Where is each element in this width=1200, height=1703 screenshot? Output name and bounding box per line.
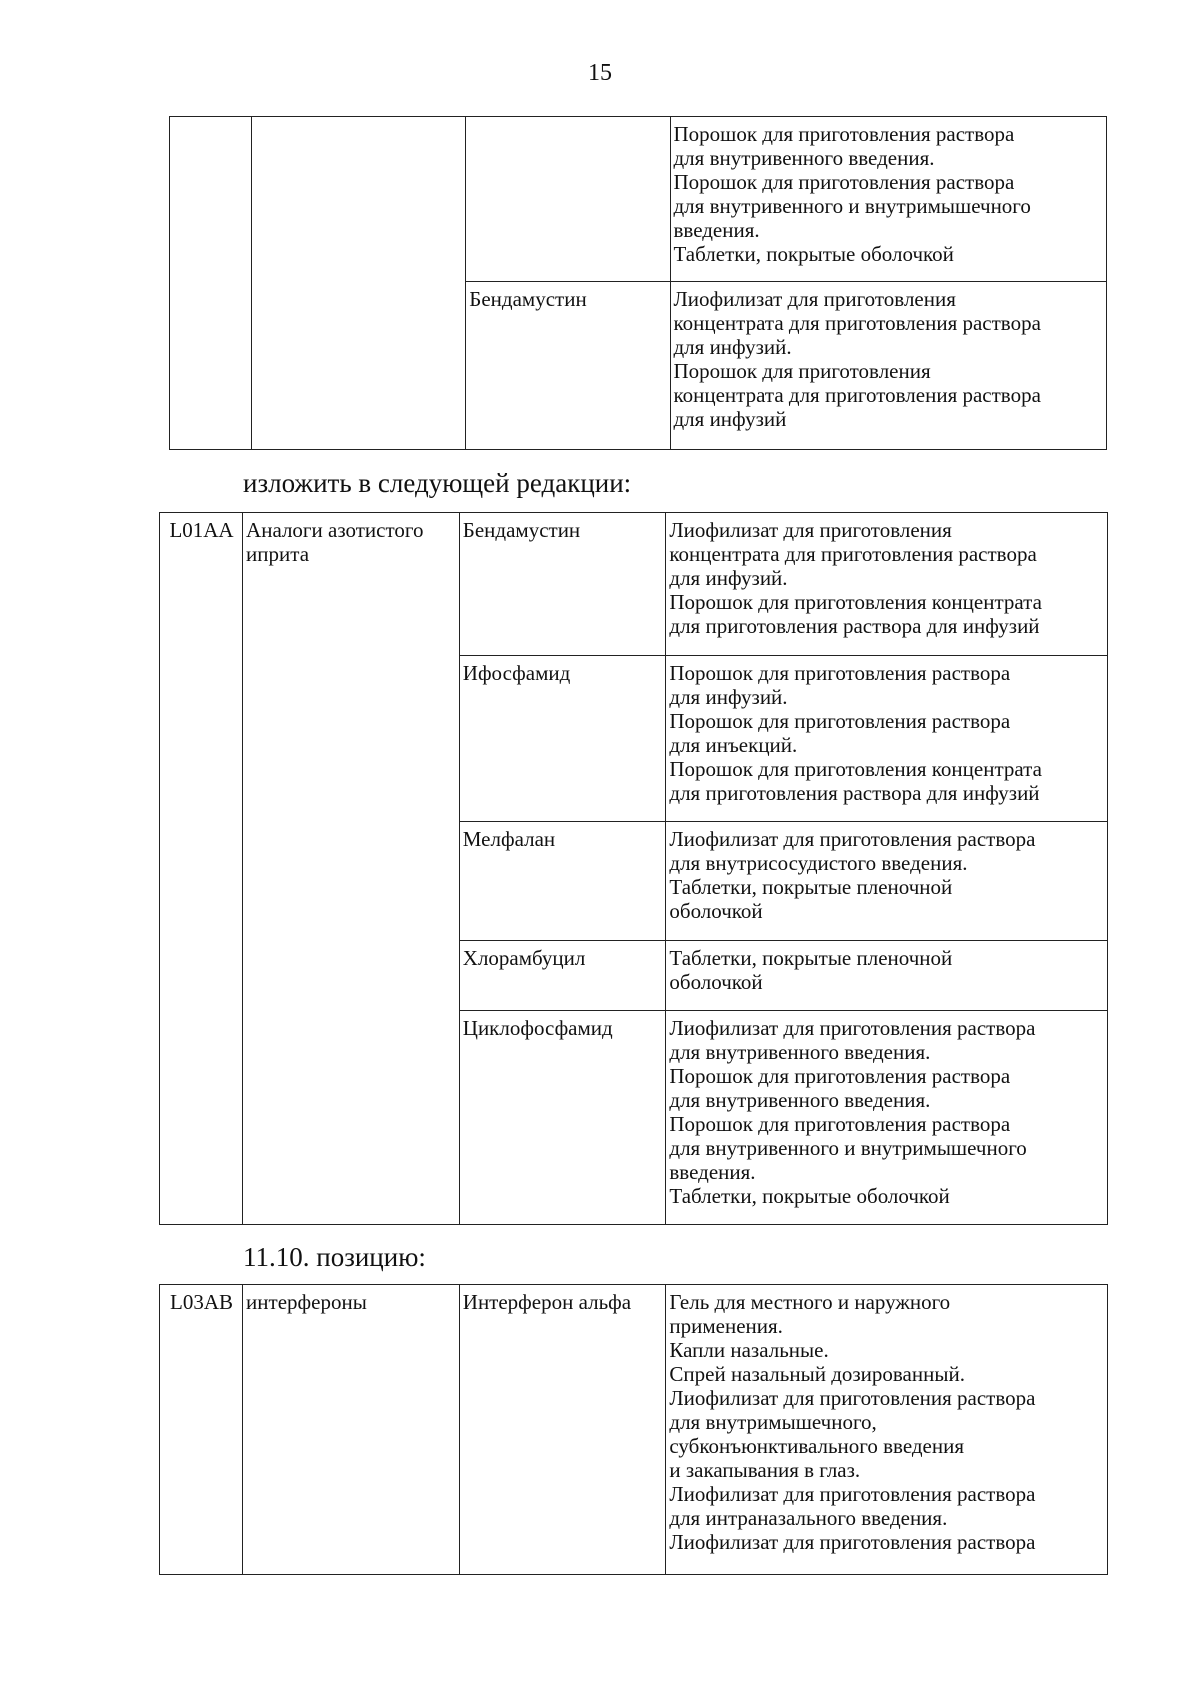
- form-line: Порошок для приготовления: [673, 359, 931, 383]
- inn-cell: [466, 117, 670, 282]
- form-line: Таблетки, покрытые оболочкой: [673, 242, 954, 266]
- form-line: для интраназального введения.: [669, 1506, 948, 1530]
- form-line: для внутривенного введения.: [669, 1040, 931, 1064]
- dosage-form-cell: [666, 1285, 1108, 1575]
- form-line: Таблетки, покрытые пленочной: [669, 946, 953, 970]
- form-line: для приготовления раствора для инфузий: [669, 614, 1040, 638]
- inn-cell: Бендамустин: [459, 513, 666, 656]
- form-line: для внутривенного введения.: [669, 1088, 931, 1112]
- table-row: [170, 117, 1107, 282]
- form-line: для инфузий: [673, 407, 787, 431]
- form-line: Порошок для приготовления раствора: [669, 1064, 1011, 1088]
- form-line: концентрата для приготовления раствора: [669, 542, 1037, 566]
- inn-cell: Мелфалан: [459, 822, 666, 941]
- group-cell: [252, 117, 466, 450]
- form-line: Спрей назальный дозированный.: [669, 1362, 965, 1386]
- form-line: для инфузий.: [669, 566, 788, 590]
- dosage-form-cell: [666, 656, 1108, 822]
- form-line: Лиофилизат для приготовления: [669, 518, 952, 542]
- form-line: Лиофилизат для приготовления раствора: [669, 1530, 1036, 1554]
- form-line: Гель для местного и наружного: [669, 1290, 951, 1314]
- inn-cell: Интерферон альфа: [459, 1285, 666, 1575]
- inn-cell: Ифосфамид: [459, 656, 666, 822]
- drug-table-new: [159, 512, 1108, 1225]
- form-line: Лиофилизат для приготовления: [673, 287, 956, 311]
- form-line: оболочкой: [669, 970, 763, 994]
- page-number: 15: [588, 60, 612, 86]
- form-line: для инфузий.: [673, 335, 792, 359]
- form-line: для внутрисосудистого введения.: [669, 851, 968, 875]
- dosage-form-cell: [666, 1011, 1108, 1225]
- atc-code-cell: [170, 117, 252, 450]
- form-line: для приготовления раствора для инфузий: [669, 781, 1040, 805]
- form-line: Лиофилизат для приготовления раствора: [669, 1386, 1036, 1410]
- form-line: Порошок для приготовления раствора: [673, 122, 1015, 146]
- atc-code-cell: L01AA: [160, 513, 243, 1225]
- form-line: введения.: [669, 1160, 756, 1184]
- form-line: введения.: [673, 218, 760, 242]
- instruction-text: изложить в следующей редакции:: [243, 468, 632, 498]
- form-line: Порошок для приготовления раствора: [673, 170, 1015, 194]
- group-cell: [243, 513, 460, 1225]
- dosage-form-cell: [670, 117, 1107, 282]
- group-line: иприта: [246, 542, 310, 566]
- form-line: применения.: [669, 1314, 783, 1338]
- form-line: Лиофилизат для приготовления раствора: [669, 827, 1036, 851]
- inn-cell: Циклофосфамид: [459, 1011, 666, 1225]
- form-line: Порошок для приготовления концентрата: [669, 757, 1042, 781]
- form-line: Порошок для приготовления раствора: [669, 1112, 1011, 1136]
- atc-code-cell: L03AB: [160, 1285, 243, 1575]
- form-line: для инфузий.: [669, 685, 788, 709]
- form-line: Таблетки, покрытые пленочной: [669, 875, 953, 899]
- group-cell: интерфероны: [243, 1285, 460, 1575]
- form-line: для внутривенного и внутримышечного: [673, 194, 1031, 218]
- dosage-form-cell: [666, 941, 1108, 1011]
- table-row: [160, 1285, 1108, 1575]
- drug-table-previous: [169, 116, 1107, 450]
- dosage-form-cell: [666, 513, 1108, 656]
- inn-cell: Бендамустин: [466, 282, 670, 450]
- form-line: Лиофилизат для приготовления раствора: [669, 1482, 1036, 1506]
- inn-cell: Хлорамбуцил: [459, 941, 666, 1011]
- form-line: для внутривенного введения.: [673, 146, 935, 170]
- form-line: концентрата для приготовления раствора: [673, 383, 1041, 407]
- group-line: Аналоги азотистого: [246, 518, 424, 542]
- drug-table-next: [159, 1284, 1108, 1575]
- form-line: Капли назальные.: [669, 1338, 829, 1362]
- form-line: оболочкой: [669, 899, 763, 923]
- table-row: [160, 513, 1108, 656]
- form-line: и закапывания в глаз.: [669, 1458, 861, 1482]
- form-line: Порошок для приготовления раствора: [669, 661, 1011, 685]
- dosage-form-cell: [666, 822, 1108, 941]
- form-line: концентрата для приготовления раствора: [673, 311, 1041, 335]
- form-line: для инъекций.: [669, 733, 798, 757]
- section-heading: 11.10. позицию:: [243, 1242, 426, 1272]
- form-line: субконъюнктивального введения: [669, 1434, 965, 1458]
- form-line: Лиофилизат для приготовления раствора: [669, 1016, 1036, 1040]
- form-line: Порошок для приготовления раствора: [669, 709, 1011, 733]
- dosage-form-cell: [670, 282, 1107, 450]
- form-line: для внутривенного и внутримышечного: [669, 1136, 1027, 1160]
- form-line: Порошок для приготовления концентрата: [669, 590, 1042, 614]
- form-line: Таблетки, покрытые оболочкой: [669, 1184, 950, 1208]
- form-line: для внутримышечного,: [669, 1410, 877, 1434]
